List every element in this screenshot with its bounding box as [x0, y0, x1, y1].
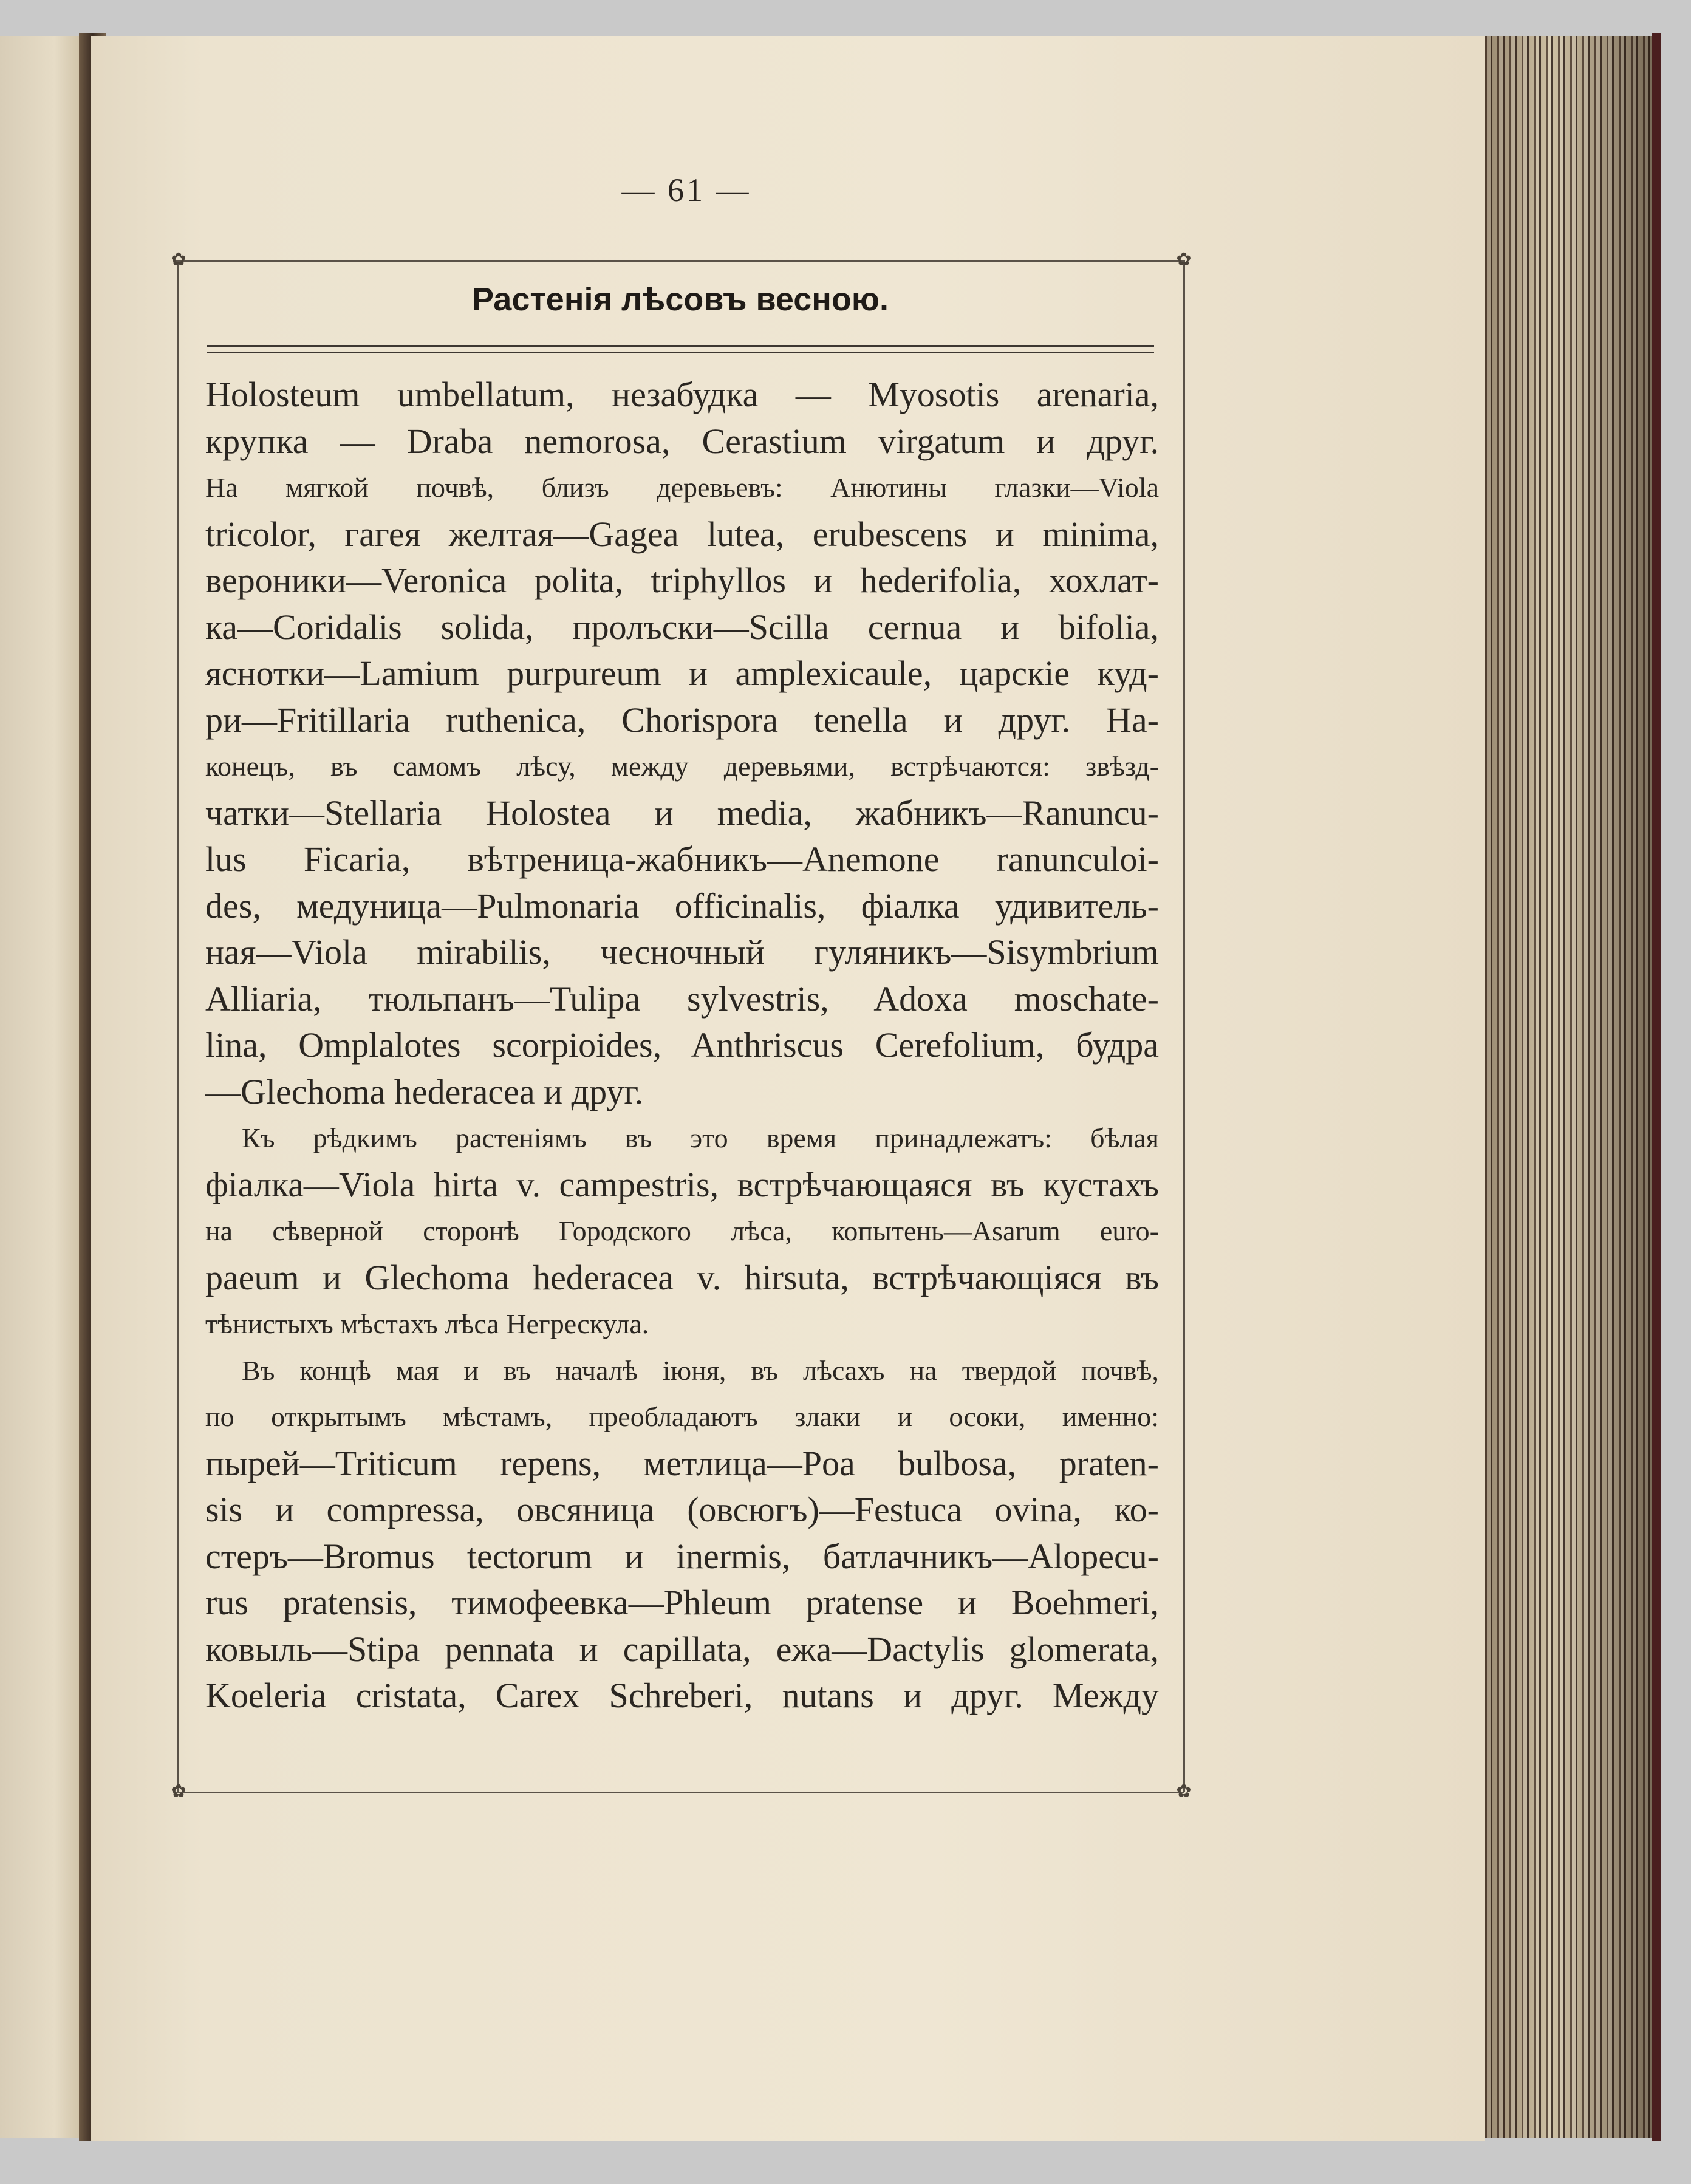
text-line: на сѣверной сторонѣ Городского лѣса, копытень—Asarum euro-: [205, 1215, 1159, 1246]
text-line: Koeleria cristata, Carex Schreberi, nutans и друг. Между: [205, 1676, 1159, 1715]
text-line: ная—Viola mirabilis, чесночный гуляникъ—Sisymbrium: [205, 932, 1159, 972]
text-line: des, медуница—Pulmonaria officinalis, фіалка удивитель-: [205, 886, 1159, 926]
text-line: Alliaria, тюльпанъ—Tulipa sylvestris, Adoxa moschate-: [205, 978, 1159, 1019]
text-line: стеръ—Bromus tectorum и inermis, батлачникъ—Alopecu-: [205, 1536, 1159, 1576]
ornament-corner-icon: ✿: [171, 249, 186, 270]
frame-bottom-border: [173, 1792, 1184, 1793]
page-number: — 61 —: [621, 172, 751, 208]
frame-top-border: [173, 260, 1184, 262]
text-line: по открытымъ мѣстамъ, преобладаютъ злаки и осоки, именно:: [205, 1401, 1159, 1432]
ornament-corner-icon: ✿: [1176, 1781, 1192, 1802]
text-line: ка—Coridalis solida, пролъски—Scilla cernua и bifolia,: [205, 607, 1159, 647]
heading-rule: [207, 345, 1154, 347]
ornament-corner-icon: ✿: [1176, 249, 1192, 270]
text-line: Въ концѣ мая и въ началѣ іюня, въ лѣсахъ на твердой почвѣ,: [242, 1354, 1159, 1386]
text-line: Къ рѣдкимъ растеніямъ въ это время принадлежатъ: бѣлая: [242, 1122, 1159, 1153]
text-line: sis и compressa, овсяница (овсюгъ)—Festuca ovina, ко-: [205, 1490, 1159, 1529]
text-line: —Glechoma hederacea и друг.: [205, 1071, 644, 1111]
frame-right-border: [1183, 260, 1185, 1792]
text-line: lina, Omplalotes scorpioides, Anthriscus Cerefolium, будра: [205, 1025, 1159, 1065]
book-cover-edge: [1652, 33, 1661, 2141]
text-line: Holosteum umbellatum, незабудка — Myosotis arenaria,: [205, 375, 1159, 414]
body-text: [205, 372, 1159, 1719]
ornament-corner-icon: ✿: [171, 1781, 186, 1802]
section-heading: Растенія лѣсовъ весною.: [471, 281, 889, 318]
frame-left-border: [177, 260, 179, 1792]
text-line: paeum и Glechoma hederacea v. hirsuta, встрѣчающіяся въ: [205, 1257, 1159, 1297]
text-line: крупка — Draba nemorosa, Cerastium virgatum и друг.: [205, 421, 1159, 461]
text-line: ковыль—Stipa pennata и capillata, ежа—Dactylis glomerata,: [205, 1629, 1159, 1669]
text-line: На мягкой почвѣ, близъ деревьевъ: Анютины глазки—Viola: [205, 472, 1159, 503]
text-line: тѣнистыхъ мѣстахъ лѣса Негрескула.: [205, 1308, 649, 1339]
heading-rule: [207, 352, 1154, 353]
text-line: пырей—Triticum repens, метлица—Poa bulbosa, praten-: [205, 1443, 1159, 1483]
text-line: фіалка—Viola hirta v. campestris, встрѣчающаяся въ кустахъ: [205, 1164, 1159, 1204]
text-line: чатки—Stellaria Holostea и media, жабникъ—Ranuncu-: [205, 793, 1159, 833]
text-line: яснотки—Lamium purpureum и amplexicaule, царскіе куд-: [205, 653, 1159, 693]
text-line: lus Ficaria, вѣтреница-жабникъ—Anemone ranunculoi-: [205, 839, 1159, 879]
text-line: вероники—Veronica polita, triphyllos и hederifolia, хохлат-: [205, 561, 1159, 600]
text-line: rus pratensis, тимофеевка—Phleum pratense и Boehmeri,: [205, 1583, 1159, 1622]
text-line: ри—Fritillaria ruthenica, Chorispora tenella и друг. На-: [205, 700, 1159, 740]
page-edges-shade: [1485, 36, 1652, 2138]
text-line: tricolor, гагея желтая—Gagea lutea, erubescens и minima,: [205, 514, 1159, 554]
text-line: конецъ, въ самомъ лѣсу, между деревьями, встрѣчаются: звѣзд-: [205, 751, 1159, 782]
